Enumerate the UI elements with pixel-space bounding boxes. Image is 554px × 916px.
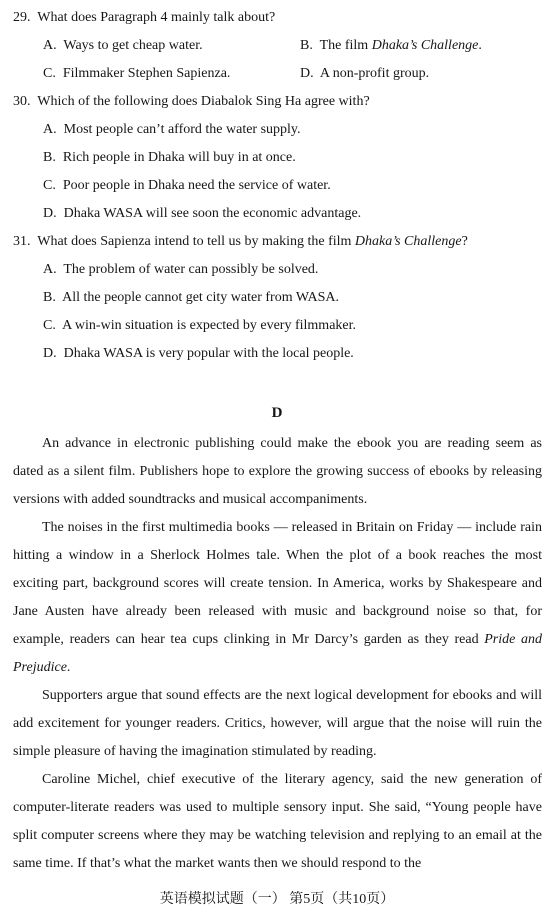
option-31b: B. All the people cannot get city water from WASA. <box>43 290 340 305</box>
paragraph-3: Supporters argue that sound effects are the next logical development for ebooks and will add excitement for younger readers. Critics, however, will argue that the noise will ruin the simple pleasure of having the imagination stimulated by reading. <box>13 688 542 759</box>
question-30 <box>13 93 370 111</box>
page-footer: 英语模拟试题（一） 第5页（共10页） <box>159 892 395 907</box>
option-30c: C. Poor people in Dhaka need the service of water. <box>43 178 331 193</box>
option-29a: A. Ways to get cheap water. <box>43 38 203 53</box>
option-29d: D. A non-profit group. <box>300 66 430 81</box>
option-31d: D. Dhaka WASA is very popular with the local people. <box>43 346 354 361</box>
question-31: 31. What does Sapienza intend to tell us by making the film Dhaka’s Challenge? <box>13 234 468 249</box>
option-31c: C. A win-win situation is expected by every filmmaker. <box>43 318 357 333</box>
question-number: 29. <box>13 10 31 25</box>
option-29c: C. Filmmaker Stephen Sapienza. <box>43 66 231 81</box>
option-30a: A. Most people can’t afford the water supply. <box>43 122 301 137</box>
option-29b: B. The film Dhaka’s Challenge. <box>300 38 482 53</box>
section-title: D <box>271 405 283 421</box>
question-stem: What does Paragraph 4 mainly talk about? <box>37 10 276 25</box>
paragraph-1: An advance in electronic publishing could make the ebook you are reading seem as dated as a silent film. Publishers hope to explore the growing success of ebooks by releasing versions with added soundtracks and musical accompaniments. <box>13 436 542 507</box>
option-30b: B. Rich people in Dhaka will buy in at once. <box>43 150 296 165</box>
paragraph-2: The noises in the first multimedia books — released in Britain on Friday — include rain hitting a window in a Sherlock Holmes tale. When the plot of a book reaches the most exciting part, background scores will create tension. In America, works by Shakespeare and Jane Austen have already been released with music and background noise so that, for example, readers can hear tea cups clinking in Mr Darcy’s garden as they read Pride and Prejudice. <box>13 520 542 675</box>
question-number: 31. <box>13 234 31 249</box>
question-number: 30. <box>13 94 31 109</box>
option-30d: D. Dhaka WASA will see soon the economic advantage. <box>43 206 362 221</box>
question-stem: Which of the following does Diabalok Sing Ha agree with? <box>37 94 370 109</box>
option-31a: A. The problem of water can possibly be solved. <box>43 262 319 277</box>
question-29 <box>13 9 275 27</box>
paragraph-4: Caroline Michel, chief executive of the literary agency, said the new generation of computer-literate readers was used to multiple sensory input. She said, “Young people have split computer screens where they may be watching television and replying to an email at the same time. If that’s what the market wants then we should respond to the <box>13 772 542 871</box>
